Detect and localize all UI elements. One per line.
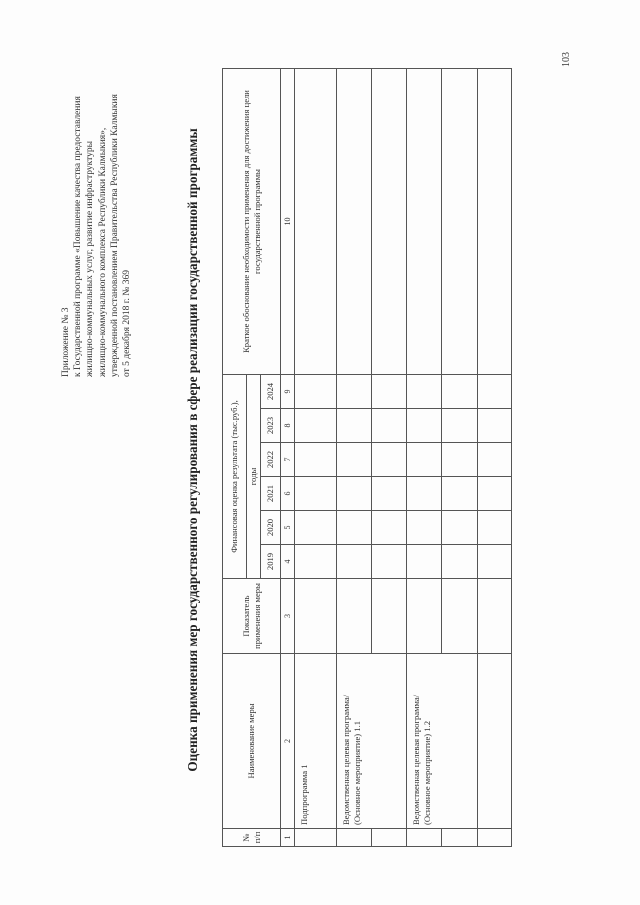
column-number: 1 [281,829,295,847]
document-title: Оценка применения мер государственного регулирования в сфере реализации государственной программы [185,128,200,772]
table-row [337,69,372,847]
header-year: 2023 [261,409,281,443]
appendix-line: к Государственной программе «Повышение качества предоставления [73,96,84,377]
header-justification: Краткое обоснование необходимости применения для достижения цели государственной программы [223,69,281,375]
column-number: 4 [281,545,295,579]
appendix-line: Приложение № 3 [61,307,71,377]
column-number: 7 [281,443,295,477]
appendix-note [60,37,133,377]
measure-1-label: Ведомственная целевая программа/ (Основное мероприятие) 1.1 [337,654,407,829]
appendix-line: от 5 декабря 2018 г. № 369 [122,270,133,377]
appendix-line: жилищно-коммунальных услуг, развитие инфраструктуры [85,140,96,377]
column-number: 5 [281,511,295,545]
appendix-line: жилищно-коммунального комплекса Республики Калмыкия», [97,127,108,377]
column-number: 2 [281,654,295,829]
column-number: 9 [281,375,295,409]
table-row [478,69,512,847]
header-year: 2020 [261,511,281,545]
header-measure-name: Наименование меры [223,654,281,829]
column-number: 8 [281,409,295,443]
table-row [407,69,442,847]
column-number: 3 [281,579,295,654]
measure-2-label: Ведомственная целевая программа/ (Основное мероприятие) 1.2 [407,654,478,829]
measures-table [222,68,512,847]
header-year: 2024 [261,375,281,409]
column-number: 10 [281,69,295,375]
header-year: 2021 [261,477,281,511]
header-year: 2022 [261,443,281,477]
header-year: 2019 [261,545,281,579]
column-number: 6 [281,477,295,511]
header-indicator: Показатель применения меры [223,579,281,654]
header-financial: Финансовая оценка результата (тыс.руб.), [223,375,247,579]
column-number-row [281,69,295,847]
appendix-line: утвержденной постановлением Правительства Республики Калмыкия [109,94,120,377]
page-number: 103 [561,52,572,67]
table-row [295,69,337,847]
header-years-label: годы [247,375,261,579]
subprogram-label: Подпрограмма 1 [295,654,337,829]
header-num: № п/п [223,829,281,847]
